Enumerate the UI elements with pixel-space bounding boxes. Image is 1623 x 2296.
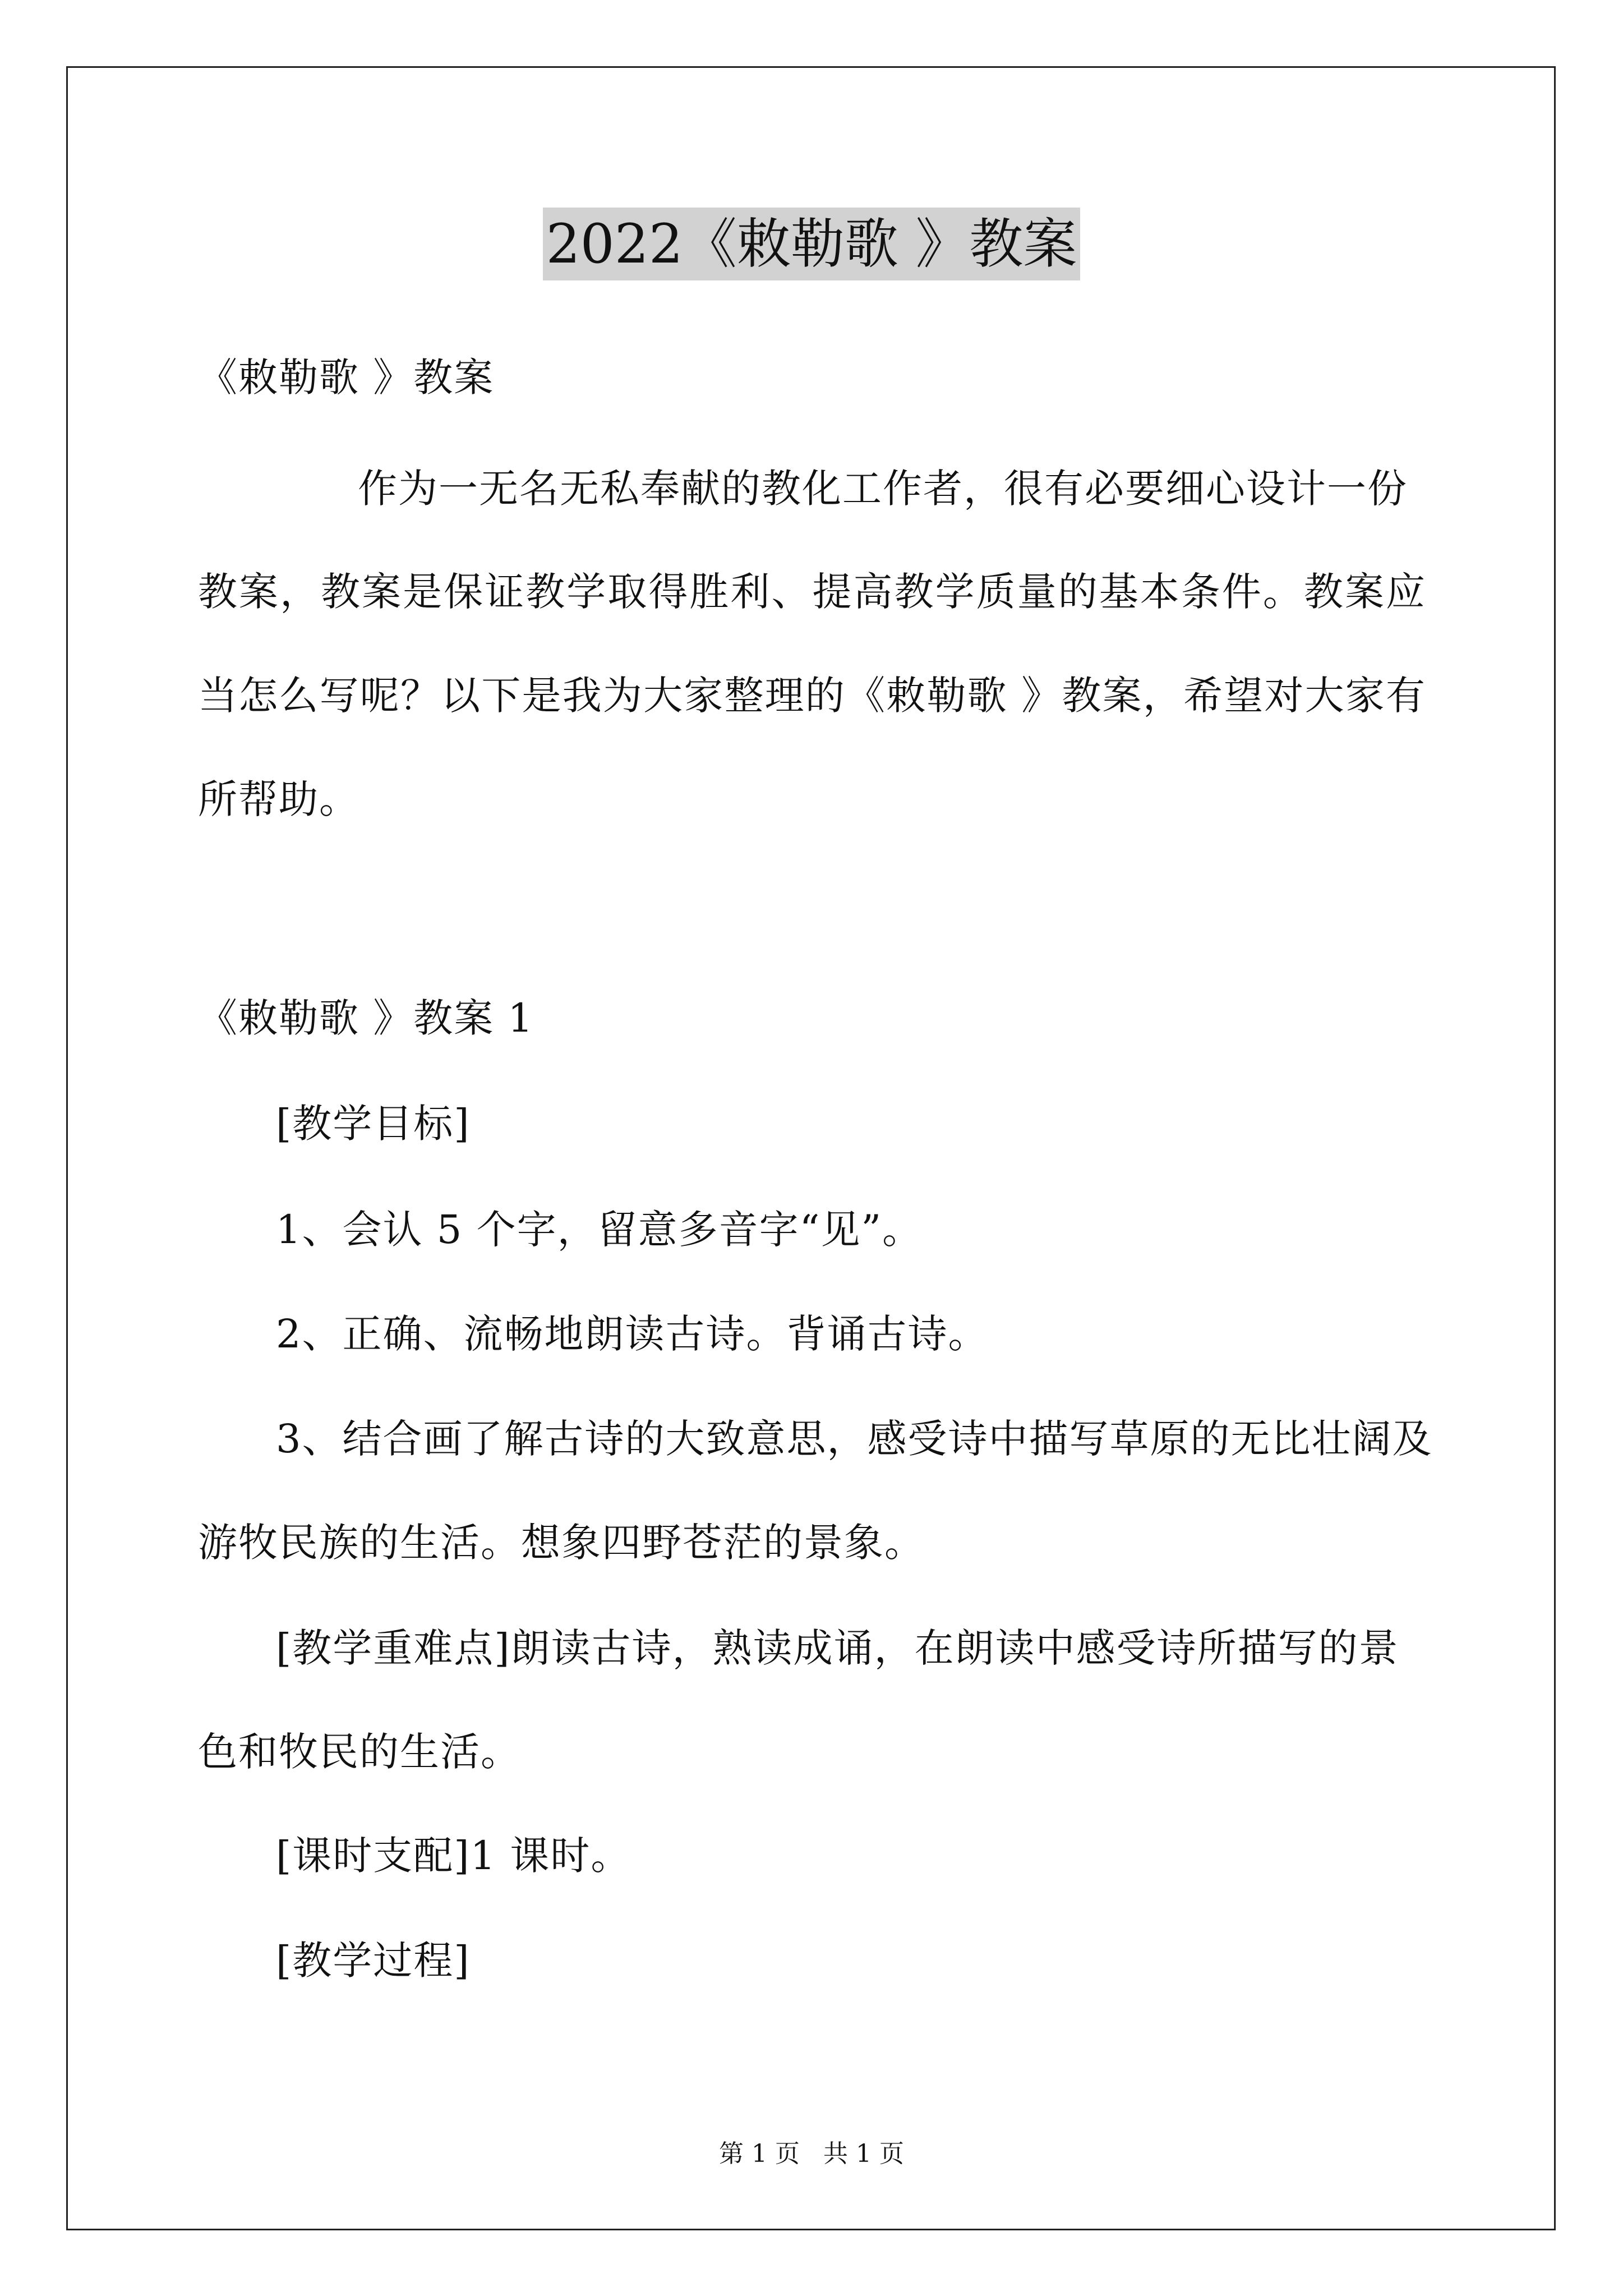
page-total: 共 1 页: [823, 2139, 904, 2168]
section-heading: 《敕勒歌 》教案: [198, 355, 495, 401]
intro-line-2: 教案，教案是保证教学取得胜利、提高教学质量的基本条件。教案应: [198, 569, 1426, 615]
title-container: [0, 208, 1623, 280]
goal-3-line-2: 游牧民族的生活。想象四野苍茫的景象。: [198, 1520, 925, 1566]
key-points-line-2: 色和牧民的生活。: [198, 1729, 521, 1775]
goal-1: 1、会认 5 个字，留意多音字“见”。: [276, 1207, 923, 1253]
page-footer: [0, 2137, 1623, 2171]
intro-line-4: 所帮助。: [198, 776, 359, 822]
teaching-process-label: [教学过程]: [276, 1938, 471, 1984]
goal-3-line-1: 3、结合画了解古诗的大致意思，感受诗中描写草原的无比壮阔及: [276, 1416, 1433, 1462]
document-title: 2022《敕勒歌 》教案: [543, 208, 1081, 280]
teaching-goals-label: [教学目标]: [276, 1101, 471, 1147]
lesson-heading: 《敕勒歌 》教案 1: [198, 995, 534, 1041]
intro-line-3: 当怎么写呢？以下是我为大家整理的《敕勒歌 》教案，希望对大家有: [198, 673, 1426, 719]
key-points-line-1: [教学重难点]朗读古诗，熟读成诵，在朗读中感受诗所描写的景: [276, 1625, 1399, 1671]
goal-2: 2、正确、流畅地朗读古诗。背诵古诗。: [276, 1311, 989, 1357]
intro-line-1: 作为一无名无私奉献的教化工作者，很有必要细心设计一份: [358, 466, 1408, 512]
page-current: 第 1 页: [719, 2139, 800, 2168]
class-hours: [课时支配]1 课时。: [276, 1833, 631, 1879]
